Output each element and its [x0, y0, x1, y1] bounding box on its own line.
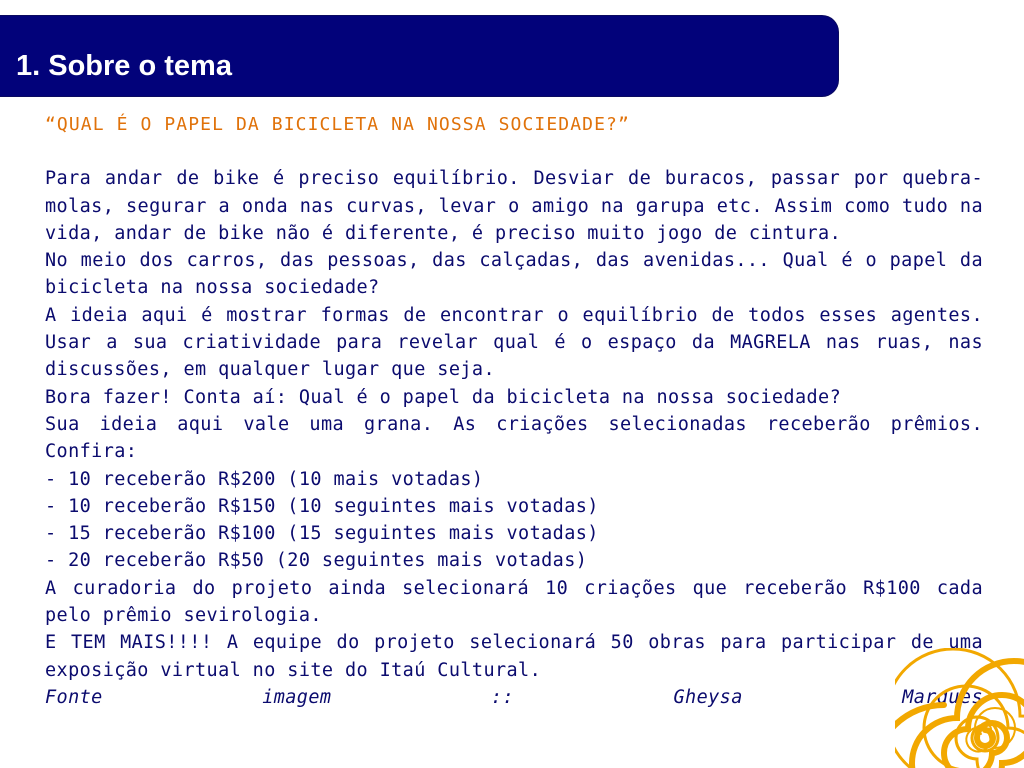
intro-paragraph: Para andar de bike é preciso equilíbrio. Desviar de buracos, passar por quebra-molas, segurar a onda nas curvas, levar o amigo na garupa etc. Assim como tudo na vida, andar de bike não é diferente, é preciso muito jogo de cintura.	[45, 168, 983, 244]
prize-item: - 20 receberão R$50 (20 seguintes mais votadas)	[45, 550, 588, 572]
prize-item: - 15 receberão R$100 (15 seguintes mais votadas)	[45, 523, 599, 545]
idea-paragraph: A ideia aqui é mostrar formas de encontrar o equilíbrio de todos esses agentes. Usar a sua criatividade para revelar qual é o espaço da MAGRELA nas ruas, nas discussões, em qualquer lugar que seja.	[45, 304, 983, 381]
spiral-logo-icon	[895, 648, 1024, 768]
title-bar	[0, 16, 838, 96]
exhibition-paragraph: E TEM MAIS!!!! A equipe do projeto selecionará 50 obras para participar de uma exposição virtual no site do Itaú Cultural.	[45, 632, 983, 681]
prize-item: - 10 receberão R$200 (10 mais votadas)	[45, 468, 484, 490]
traffic-paragraph: No meio dos carros, das pessoas, das calçadas, das avenidas... Qual é o papel da bicicleta na nossa sociedade?	[45, 250, 983, 299]
prize-item: - 10 receberão R$150 (10 seguintes mais votadas)	[45, 495, 599, 517]
image-source: Fonte imagem :: Gheysa Marques	[45, 686, 983, 708]
curation-paragraph: A curadoria do projeto ainda selecionará 10 criações que receberão R$100 cada pelo prêmio sevirologia.	[45, 577, 983, 627]
call-to-action-paragraph: Bora fazer! Conta aí: Qual é o papel da bicicleta na nossa sociedade?	[45, 386, 842, 408]
slide-title: 1. Sobre o tema	[16, 50, 232, 82]
theme-question: “QUAL É O PAPEL DA BICICLETA NA NOSSA SOCIEDADE?”	[45, 114, 630, 135]
slide-content	[45, 111, 983, 711]
prizes-intro-paragraph: Sua ideia aqui vale uma grana. As criações selecionadas receberão prêmios. Confira:	[45, 413, 983, 463]
